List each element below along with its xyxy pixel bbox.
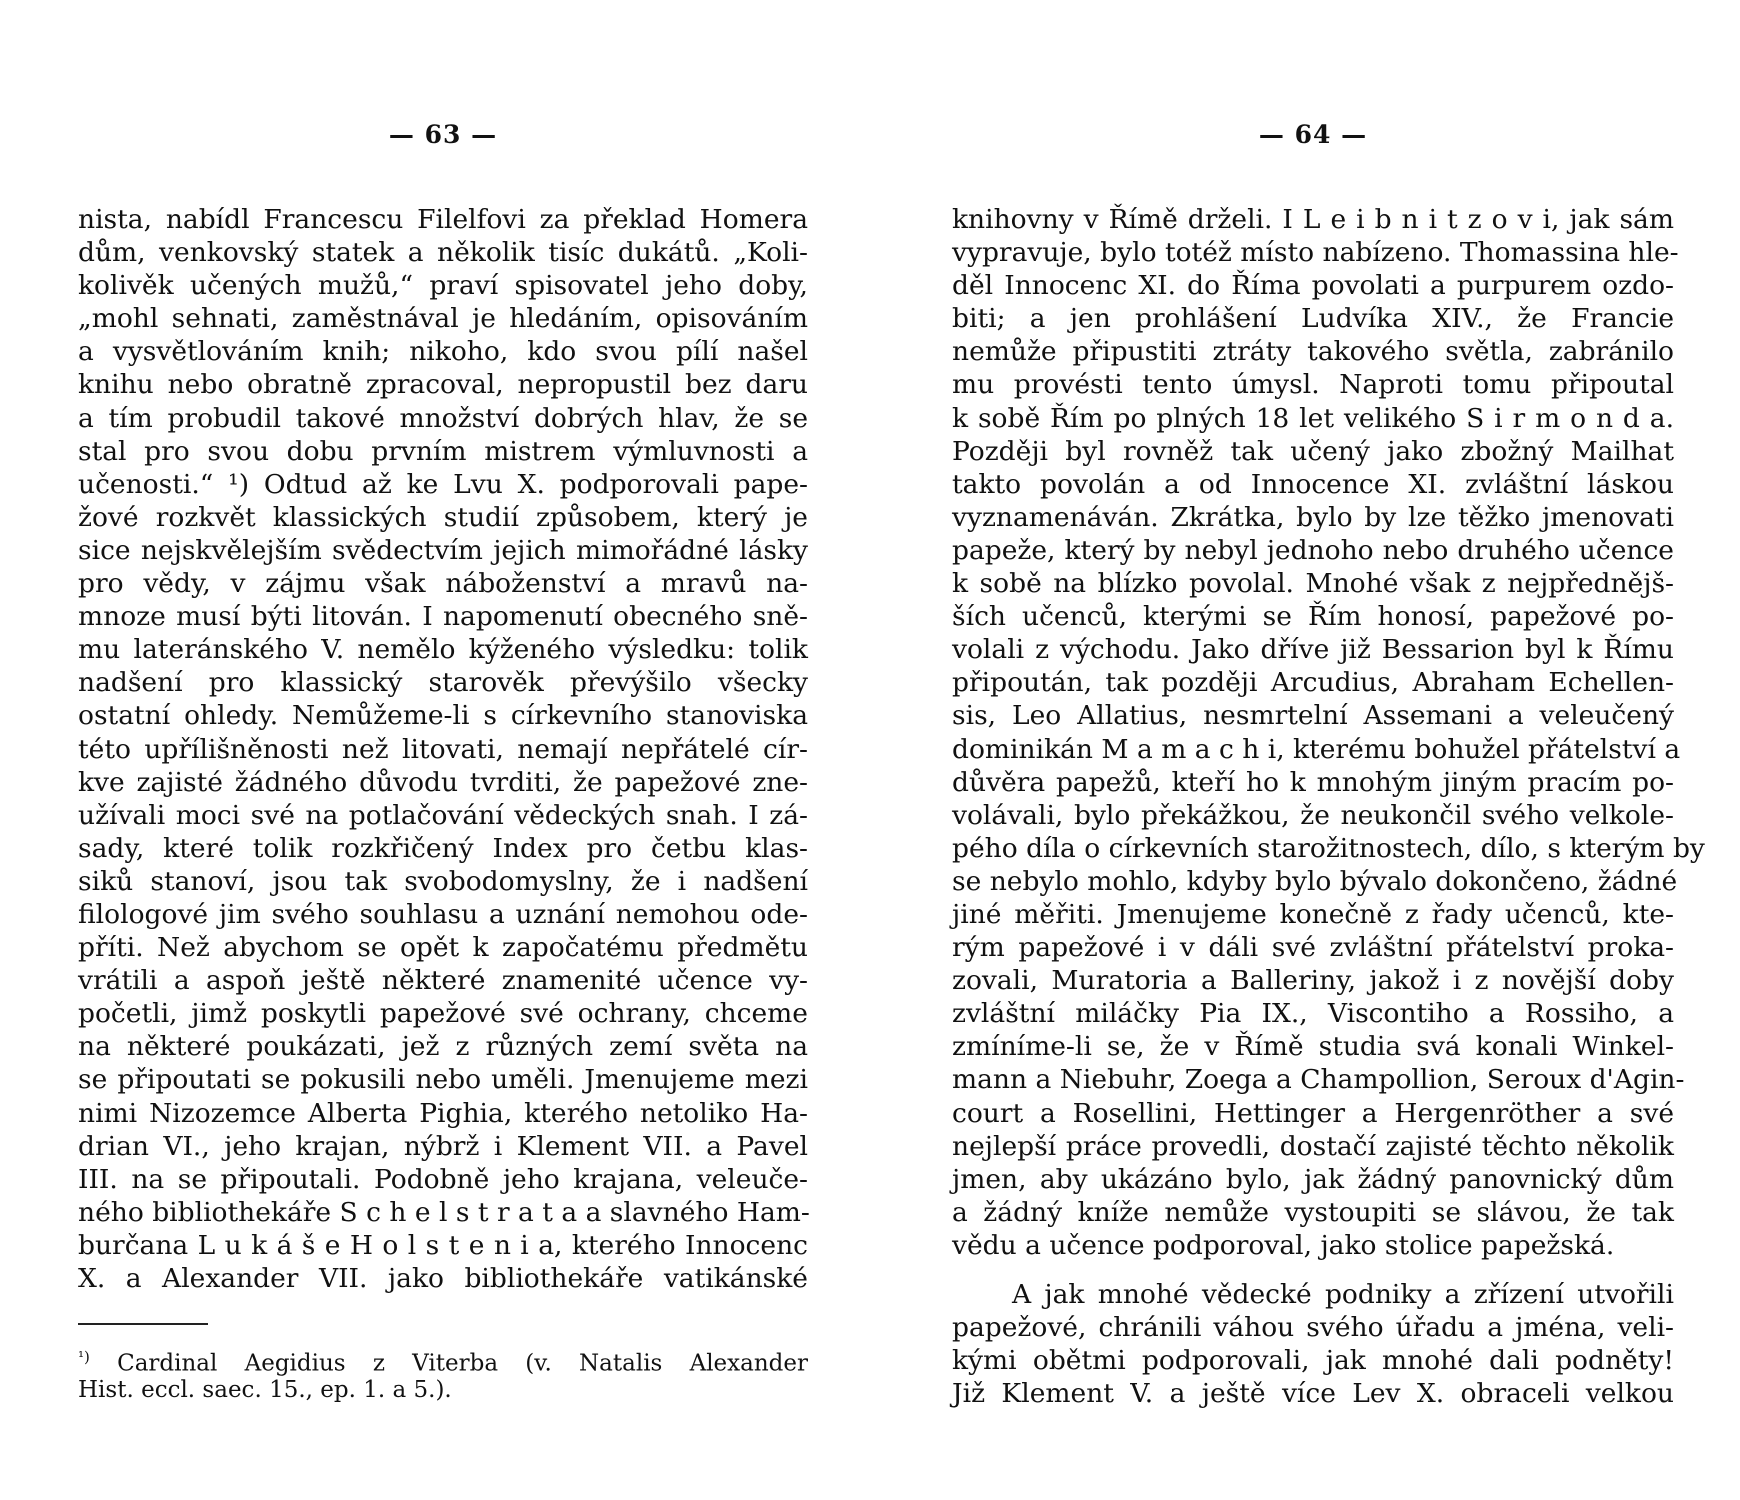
footnote-rule	[78, 1323, 208, 1325]
text-line: a vysvětlováním knih; nikoho, kdo svou pílí našel	[78, 336, 808, 368]
text-line: užívali moci své na potlačování vědeckých snah. I zá-	[78, 799, 808, 831]
text-line: stal pro svou dobu prvním mistrem výmluvnosti a	[78, 435, 808, 467]
text-line: knihu nebo obratně zpracoval, nepropustil bez daru	[78, 369, 808, 401]
footnote	[78, 1341, 808, 1407]
text-line: biti; a jen prohlášení Ludvíka XIV., že Francie	[952, 303, 1674, 335]
text-line: A jak mnohé vědecké podniky a zřízení utvořili	[1012, 1279, 1674, 1310]
page-number-right: — 64 —	[1258, 120, 1368, 149]
text-line: mann a Niebuhr, Zoega a Champollion, Seroux d'Agin-	[952, 1064, 1685, 1096]
text-line: volali z východu. Jako dříve již Bessarion byl k Římu	[952, 634, 1674, 666]
text-line: mu provésti tento úmysl. Naproti tomu připoutal	[952, 369, 1674, 401]
text-line: ších učenců, kterými se Řím honosí, papežové po-	[952, 601, 1674, 633]
text-line: kve zajisté žádného důvodu tvrditi, že papežové zne-	[78, 766, 808, 798]
footnote-text: Cardinal Aegidius z Viterba (v. Natalis Alexander	[117, 1350, 808, 1377]
text-line: papeže, který by nebyl jednoho nebo druhého učence	[952, 534, 1674, 566]
text-line: vyznamenáván. Zkrátka, bylo by lze těžko jmenovati	[952, 501, 1674, 533]
text-line: nejlepší práce provedli, dostačí zajisté těchto několik	[952, 1130, 1674, 1162]
text-line: Později byl rovněž tak učený jako zbožný Mailhat	[952, 435, 1674, 467]
text-line: mu lateránského V. nemělo kýženého výsledku: tolik	[78, 634, 808, 666]
text-line: court a Rosellini, Hettinger a Hergenröther a své	[952, 1097, 1674, 1129]
text-line: volávali, bylo překážkou, že neukončil svého velkole-	[952, 799, 1674, 831]
text-line: ostatní ohledy. Nemůžeme-li s církevního stanoviska	[78, 700, 808, 732]
text-line: „mohl sehnati, zaměstnával je hledáním, opisováním	[78, 303, 808, 335]
text-line: početli, jimž poskytli papežové své ochrany, chceme	[78, 998, 808, 1030]
text-line: příti. Než abychom se opět k započatému předmětu	[78, 932, 808, 964]
text-line: nimi Nizozemce Alberta Pighia, kterého netoliko Ha-	[78, 1097, 808, 1129]
text-line: se připoutati se pokusili nebo uměli. Jmenujeme mezi	[78, 1064, 808, 1096]
text-line: vrátili a aspoň ještě některé znamenité učence vy-	[78, 965, 808, 997]
text-line: siků stanoví, jsou tak svobodomyslny, že i nadšení	[78, 865, 808, 897]
text-line: sady, které tolik rozkřičený Index pro četbu klas-	[78, 832, 808, 864]
text-line: důvěra papežů, kteří ho k mnohým jiným pracím po-	[952, 766, 1674, 798]
text-line: ného bibliothekáře S c h e l s t r a t a a slavného Ham-	[78, 1196, 810, 1228]
text-line: nemůže připustiti ztráty takového světla, zabránilo	[952, 336, 1674, 368]
text-line: k sobě na blízko povolal. Mnohé však z nejpřednějš-	[952, 568, 1674, 600]
text-line: této upřílišněnosti než litovati, nemají nepřátelé cír-	[78, 733, 808, 765]
text-line: sis, Leo Allatius, nesmrtelní Assemani a veleučený	[952, 700, 1674, 732]
text-line: burčana L u k á š e H o l s t e n i a, kterého Innocenc	[78, 1229, 808, 1261]
text-line: nista, nabídl Francescu Filelfovi za překlad Homera	[78, 204, 808, 235]
right-page	[952, 0, 1705, 1500]
left-page	[78, 0, 808, 1500]
text-line: knihovny v Římě drželi. I L e i b n i t z o v i, jak sám	[952, 204, 1674, 235]
text-line: zovali, Muratoria a Balleriny, jakož i z novější doby	[952, 965, 1674, 997]
text-line: připoután, tak později Arcudius, Abraham Echellen-	[952, 667, 1674, 699]
text-line: pro vědy, v zájmu však náboženství a mravů na-	[78, 568, 808, 600]
text-line: zvláštní miláčky Pia IX., Viscontiho a Rossiho, a	[952, 998, 1674, 1030]
footnote-line	[78, 1341, 808, 1377]
text-line: sice nejskvělejším svědectvím jejich mimořádné lásky	[78, 534, 808, 566]
text-line: dům, venkovský statek a několik tisíc dukátů. „Koli-	[78, 237, 808, 269]
text-line: III. na se připoutali. Podobně jeho krajana, veleuče-	[78, 1163, 808, 1195]
text-line: děl Innocenc XI. do Říma povolati a purpurem ozdo-	[952, 270, 1674, 302]
text-line: rým papežové i v dáli své zvláštní přátelství proka-	[952, 932, 1674, 964]
text-line: na některé poukázati, jež z různých zemí světa na	[78, 1031, 808, 1063]
paragraph-gap	[952, 1262, 1674, 1278]
text-line: jmen, aby ukázáno bylo, jak žádný panovnický dům	[952, 1163, 1674, 1195]
text-line: a tím probudil takové množství dobrých hlav, že se	[78, 402, 808, 434]
text-line: X. a Alexander VII. jako bibliothekáře vatikánské	[78, 1263, 808, 1294]
text-line: kými obětmi podporovali, jak mnohé dali podněty!	[952, 1345, 1674, 1377]
text-line: kolivěk učených mužů,“ praví spisovatel jeho doby,	[78, 270, 808, 302]
text-line: drian VI., jeho krajan, nýbrž i Klement VII. a Pavel	[78, 1130, 808, 1162]
text-line: filologové jim svého souhlasu a uznání nemohou ode-	[78, 898, 808, 930]
text-line: k sobě Řím po plných 18 let velikého S i r m o n d a.	[952, 402, 1674, 434]
text-line: vědu a učence podporoval, jako stolice papežská.	[952, 1229, 1615, 1261]
text-line: pého díla o církevních starožitnostech, dílo, s kterým by	[952, 832, 1705, 864]
footnote-mark: ¹)	[78, 1348, 90, 1366]
text-line: mnoze musí býti litován. I napomenutí obecného sně-	[78, 601, 808, 633]
text-line: učenosti.“ ¹) Odtud až ke Lvu X. podporovali pape-	[78, 468, 808, 500]
text-line: nadšení pro klassický starověk převýšilo všecky	[78, 667, 808, 699]
text-line: papežové, chránili váhou svého úřadu a jména, veli-	[952, 1312, 1674, 1344]
footnote-line: Hist. eccl. saec. 15., ep. 1. a 5.).	[78, 1377, 452, 1403]
text-line: žové rozkvět klassických studií způsobem, který je	[78, 501, 808, 533]
right-page-body	[952, 203, 1705, 1410]
text-line: se nebylo mohlo, kdyby bylo bývalo dokončeno, žádné	[952, 865, 1678, 897]
text-line: zmíníme-li se, že v Římě studia svá konali Winkel-	[952, 1031, 1674, 1063]
text-line: a žádný kníže nemůže vystoupiti se slávou, že tak	[952, 1196, 1674, 1228]
left-page-body	[78, 203, 808, 1295]
page-number-left: — 63 —	[388, 120, 498, 149]
text-line: jiné měřiti. Jmenujeme konečně z řady učenců, kte-	[952, 898, 1674, 930]
text-line: vypravuje, bylo totéž místo nabízeno. Thomassina hle-	[952, 237, 1679, 269]
text-line: Již Klement V. a ještě více Lev X. obraceli velkou	[952, 1378, 1674, 1410]
text-line: dominikán M a m a c h i, kterému bohužel přátelství a	[952, 733, 1681, 765]
text-line: takto povolán a od Innocence XI. zvláštní láskou	[952, 468, 1674, 500]
